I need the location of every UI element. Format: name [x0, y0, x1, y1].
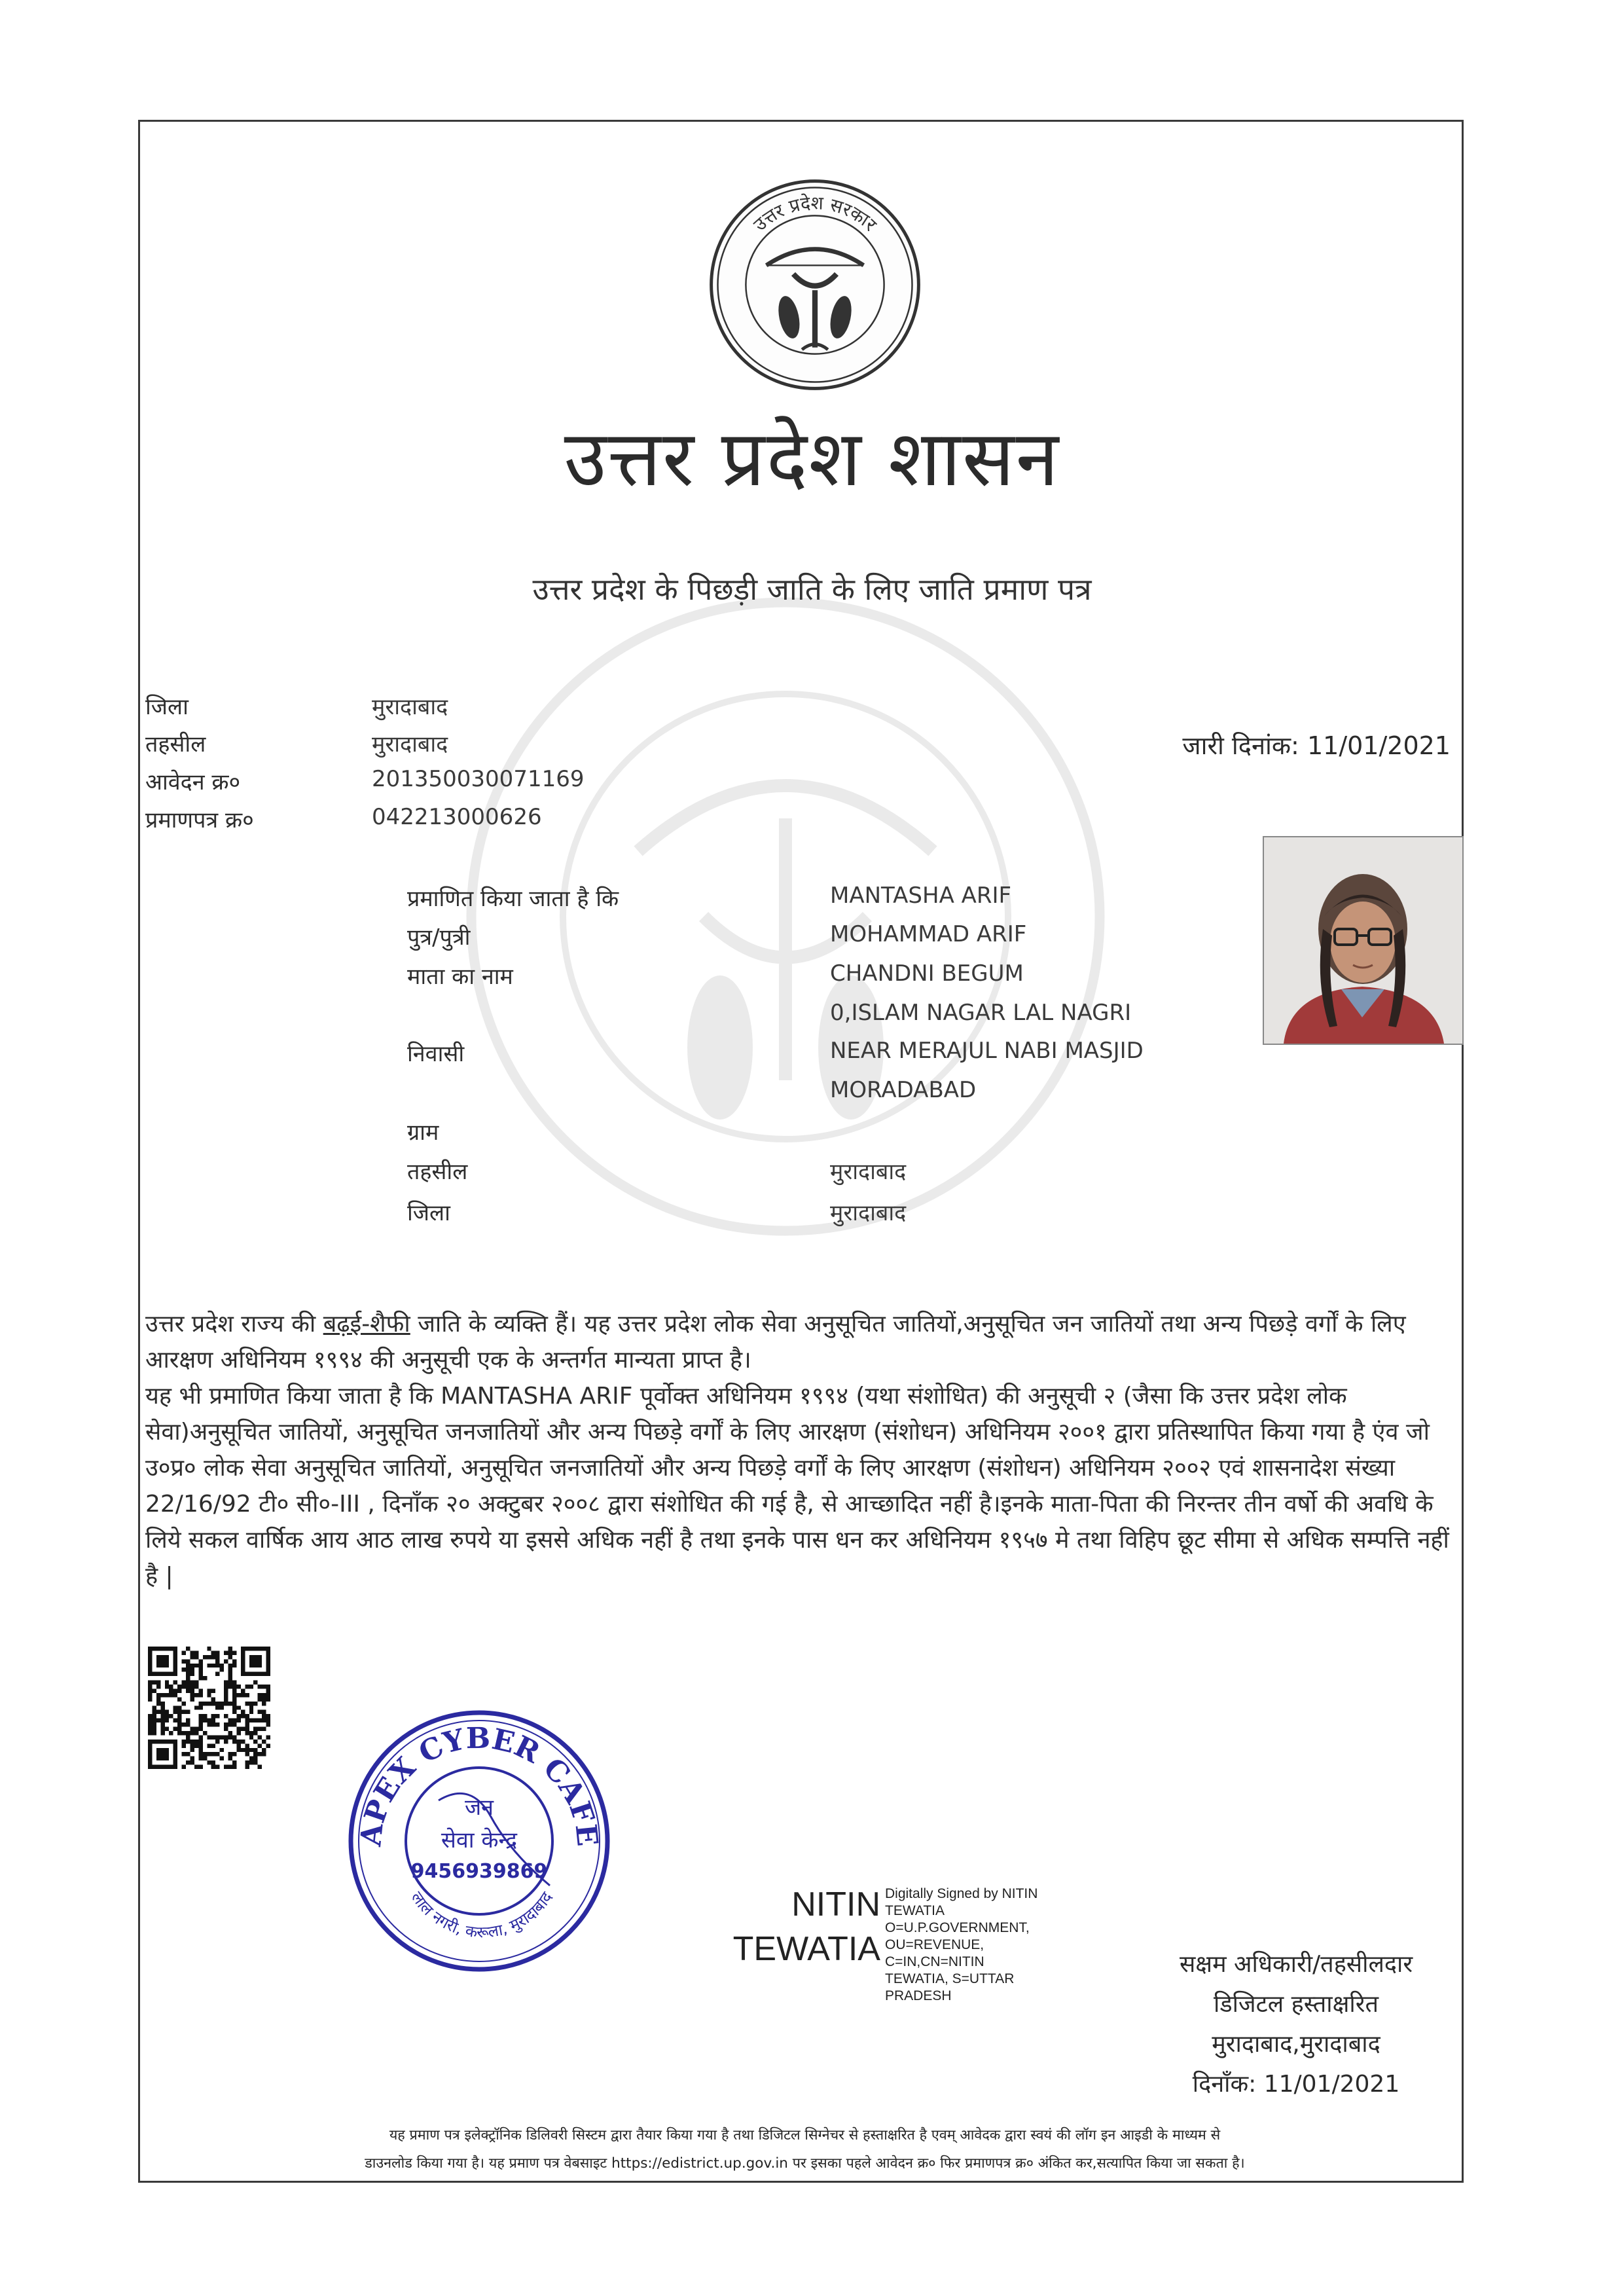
parent-label: पुत्र/पुत्री [407, 924, 471, 951]
certificate-subtitle: उत्तर प्रदेश के पिछड़ी जाति के लिए जाति प्रमाण पत्र [532, 572, 1092, 607]
signer-first-name: NITIN [791, 1886, 880, 1923]
digital-signature-name [694, 1882, 880, 1971]
father-name: MOHAMMAD ARIF [830, 921, 1027, 947]
holder-name: MANTASHA ARIF [830, 883, 1012, 909]
issue-date-label: जारी दिनांक: [1182, 731, 1299, 760]
certificate-body [145, 1306, 1464, 1594]
issuing-officer [1113, 1944, 1479, 2104]
person-photo-icon [1264, 837, 1462, 1044]
caste-name: बढ़ई-शैफी [323, 1311, 410, 1338]
qr-code [148, 1647, 270, 1769]
emblem-seal-text: उत्तर प्रदेश सरकार [749, 192, 881, 236]
stamp-phone: 9456939869 [410, 1860, 548, 1883]
stamp-line-2: सेवा केन्द्र [441, 1827, 518, 1853]
stamp-line-1: जन [464, 1795, 494, 1821]
verification-footer [145, 2121, 1464, 2178]
issue-date-value: 11/01/2021 [1307, 731, 1451, 760]
footer-line-2: डाउनलोड किया गया है। यह प्रमाण पत्र वेबसाइट https://edistrict.up.gov.in पर इसका पहले आवेदन क्र० फिर प्रमाणपत्र क्र० अंकित कर,सत्यापित किया जा सकता है। [365, 2155, 1245, 2172]
person-tehsil-label: तहसील [407, 1159, 468, 1185]
application-number-label: आवेदन क्र० [145, 769, 241, 795]
tehsil-label: तहसील [145, 731, 206, 757]
application-number-value: 201350030071169 [372, 766, 585, 792]
stamp-arc-text: APEX CYBER CAFE [354, 1721, 604, 1848]
officer-date-label: दिनाँक: [1192, 2071, 1257, 2098]
signature-meta-line: TEWATIA [885, 1903, 945, 1918]
footer-line-1: यह प्रमाण पत्र इलेक्ट्रॉनिक डिलिवरी सिस्टम द्वारा तैयार किया गया है तथा डिजिटल सिग्नेचर से हस्ताक्षरित है एवम् आवेदक द्वारा स्वयं की लॉग इन आइडी के माध्यम से [389, 2127, 1221, 2143]
address-line-3: MORADABAD [830, 1077, 977, 1103]
issue-date [1182, 728, 1451, 762]
body-text: उत्तर प्रदेश राज्य की [145, 1311, 323, 1338]
signature-meta-line: C=IN,CN=NITIN [885, 1954, 984, 1969]
qr-code-icon [148, 1647, 270, 1769]
officer-date-value: 11/01/2021 [1263, 2071, 1400, 2098]
officer-location: मुरादाबाद,मुरादाबाद [1212, 2031, 1380, 2058]
body-paragraph-2: यह भी प्रमाणित किया जाता है कि MANTASHA ARIF पूर्वोक्त अधिनियम १९९४ (यथा संशोधित) की अनुसूची २ (जैसा कि उत्तर प्रदेश लोक सेवा)अनुसूचित जातियों, अनुसूचित जनजातियों और अन्य पिछड़े वर्गों के लिए आरक्षण (संशोधन) अधिनियम २००१ द्वारा प्रतिस्थापित किया गया है एंव जो उ०प्र० लोक सेवा अनुसूचित जातियों, अनुसूचित जनजातियों और अन्य पिछड़े वर्गों के लिए आरक्षण (संशोधन) अधिनियम २००२ एवं शासनादेश संख्या 22/16/92 टी० सी०-III , दिनाँक २० अक्टुबर २००८ द्वारा संशोधित की गई है, से आच्छादित नहीं है।इनके माता-पिता की निरन्तर तीन वर्षो की अवधि के लिये सकल वार्षिक आय आठ लाख रुपये या इससे अधिक नहीं है तथा इनके पास धन कर अधिनियम १९५७ मे तथा विहिप छूट सीमा से अधिक सम्पत्ति नहीं है | [145, 1383, 1449, 1590]
tehsil-value: मुरादाबाद [372, 731, 448, 757]
signature-meta-line: OU=REVENUE, [885, 1937, 984, 1952]
digital-signature-details [885, 1886, 1081, 2005]
person-district-value: मुरादाबाद [830, 1200, 907, 1226]
address-line-2: NEAR MERAJUL NABI MASJID [830, 1038, 1144, 1064]
signature-meta-line: TEWATIA, S=UTTAR [885, 1971, 1015, 1986]
holder-photo [1263, 836, 1464, 1045]
signature-meta-line: O=U.P.GOVERNMENT, [885, 1920, 1030, 1935]
watermark-emblem [458, 589, 1113, 1244]
signature-meta-line: Digitally Signed by NITIN [885, 1886, 1038, 1901]
apex-cyber-cafe-stamp [340, 1702, 615, 1977]
body-text: जाति के व्यक्ति हैं। यह उत्तर प्रदेश लोक सेवा अनुसूचित जातियों,अनुसूचित जन जातियों तथा अन्य पिछड़े वर्गों के लिए आरक्षण अधिनियम १९९४ की अनुसूची एक के अन्तर्गत मान्यता प्राप्त है। [145, 1311, 1406, 1374]
person-district-label: जिला [407, 1200, 450, 1226]
mother-label: माता का नाम [407, 964, 513, 990]
page-title: उत्तर प्रदेश शासन [564, 413, 1060, 503]
up-government-emblem [707, 177, 923, 393]
officer-designation: सक्षम अधिकारी/तहसीलदार [1179, 1951, 1413, 1978]
certified-label: प्रमाणित किया जाता है कि [407, 886, 619, 912]
village-label: ग्राम [407, 1120, 439, 1146]
stamp-bottom-text: लाल नगरी, करूला, मुरादाबाद [407, 1888, 556, 1942]
officer-signature-note: डिजिटल हस्ताक्षरित [1214, 1991, 1379, 2018]
certificate-number-value: 042213000626 [372, 804, 542, 830]
address-line-1: 0,ISLAM NAGAR LAL NAGRI [830, 1000, 1132, 1026]
mother-name: CHANDNI BEGUM [830, 960, 1024, 987]
district-value: मुरादाबाद [372, 694, 448, 720]
signer-last-name: TEWATIA [732, 1930, 880, 1968]
resident-label: निवासी [407, 1041, 465, 1067]
officer-date [1113, 2064, 1479, 2104]
body-paragraph-1 [145, 1306, 1464, 1378]
signature-meta-line: PRADESH [885, 1988, 952, 2003]
certificate-number-label: प्रमाणपत्र क्र० [145, 807, 254, 833]
district-label: जिला [145, 694, 189, 720]
person-tehsil-value: मुरादाबाद [830, 1159, 907, 1185]
